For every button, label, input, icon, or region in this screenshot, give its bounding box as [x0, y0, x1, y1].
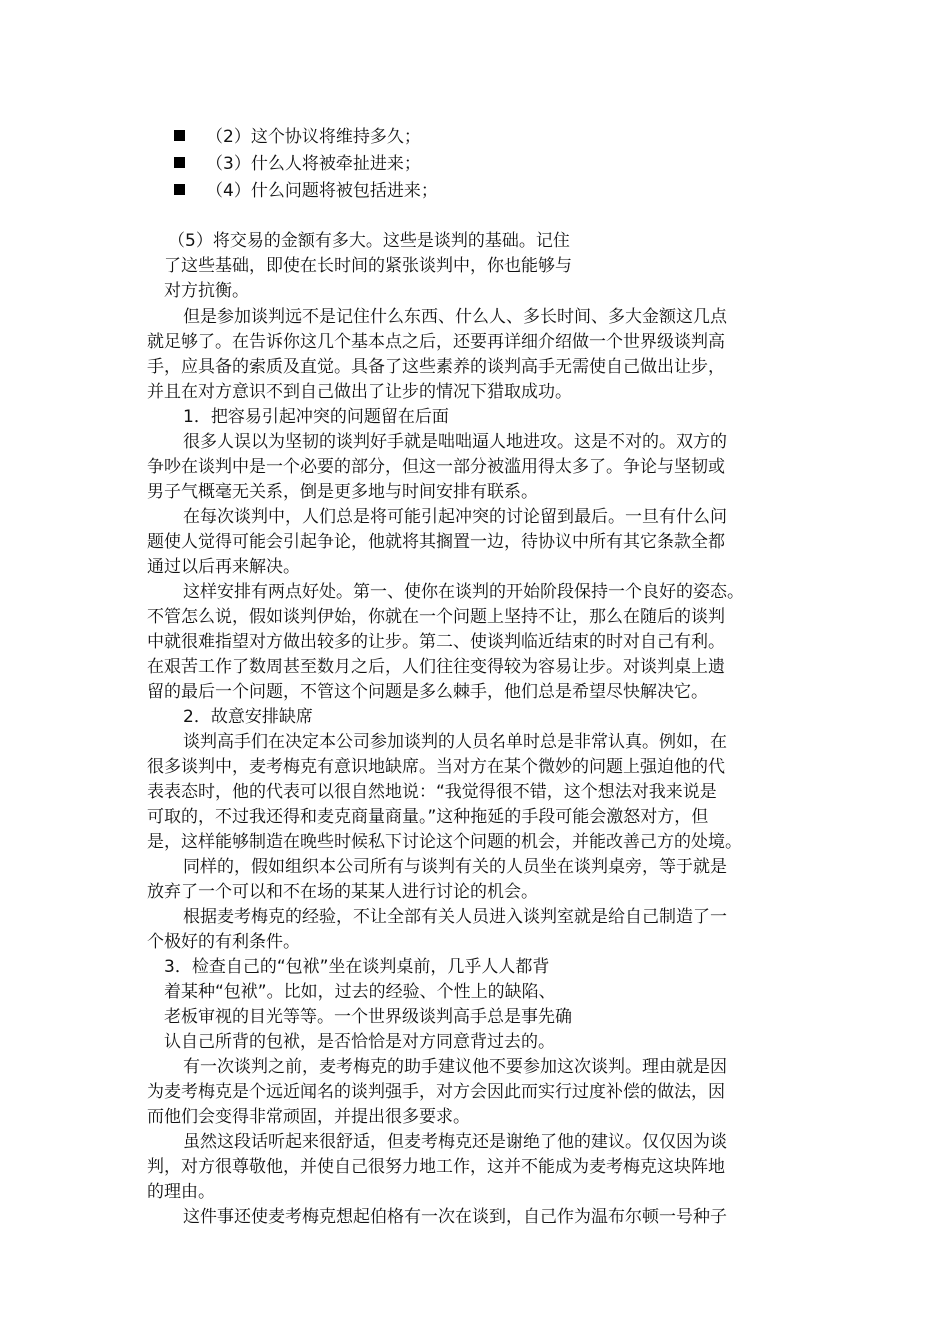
text-line: 题使人觉得可能会引起争论，他就将其搁置一边，待协议中所有其它条款全都 [147, 532, 725, 552]
text-line: 在艰苦工作了数周甚至数月之后，人们往往变得较为容易让步。对谈判桌上遗 [147, 657, 725, 677]
text-line: 认自己所背的包袱，是否恰恰是对方同意背过去的。 [164, 1032, 555, 1052]
text-line: 对方抗衡。 [164, 281, 249, 301]
square-bullet-icon [174, 157, 185, 168]
text-line: 争吵在谈判中是一个必要的部分，但这一部分被滥用得太多了。争论与坚韧或 [147, 457, 725, 477]
text-line: 判，对方很尊敬他，并使自己很努力地工作，这并不能成为麦考梅克这块阵地 [147, 1157, 725, 1177]
square-bullet-icon [174, 130, 185, 141]
text-line: 很多人误以为坚韧的谈判好手就是咄咄逼人地进攻。这是不对的。双方的 [183, 432, 727, 452]
list-item: （3）什么人将被牵扯进来； [174, 151, 438, 178]
text-line: （5）将交易的金额有多大。这些是谈判的基础。记住 [168, 231, 570, 251]
text-line: 了这些基础，即使在长时间的紧张谈判中，你也能够与 [164, 256, 572, 276]
text-line: 放弃了一个可以和不在场的某某人进行讨论的机会。 [147, 882, 538, 902]
text-line: 这样安排有两点好处。第一、使你在谈判的开始阶段保持一个良好的姿态。 [183, 582, 744, 602]
text-line: 虽然这段话听起来很舒适，但麦考梅克还是谢绝了他的建议。仅仅因为谈 [183, 1132, 727, 1152]
section-heading: 3．检查自己的“包袱”坐在谈判桌前，几乎人人都背 [164, 957, 550, 977]
text-line: 有一次谈判之前，麦考梅克的助手建议他不要参加这次谈判。理由就是因 [183, 1057, 727, 1077]
text-line: 这件事还使麦考梅克想起伯格有一次在谈到，自己作为温布尔顿一号种子 [183, 1207, 727, 1227]
section-heading: 1．把容易引起冲突的问题留在后面 [183, 407, 449, 427]
text-line: 很多谈判中，麦考梅克有意识地缺席。当对方在某个微妙的问题上强迫他的代 [147, 757, 725, 777]
text-line: 在每次谈判中，人们总是将可能引起冲突的讨论留到最后。一旦有什么问 [183, 507, 727, 527]
text-line: 男子气概毫无关系，倒是更多地与时间安排有联系。 [147, 482, 538, 502]
text-line: 可取的，不过我还得和麦克商量商量。”这种拖延的手段可能会激怒对方，但 [147, 807, 709, 827]
section-heading: 2．故意安排缺席 [183, 707, 313, 727]
list-item: （4）什么问题将被包括进来； [174, 178, 438, 205]
text-line: 根据麦考梅克的经验，不让全部有关人员进入谈判室就是给自己制造了一 [183, 907, 727, 927]
text-line: 留的最后一个问题，不管这个问题是多么棘手，他们总是希望尽快解决它。 [147, 682, 708, 702]
text-line: 谈判高手们在决定本公司参加谈判的人员名单时总是非常认真。例如，在 [183, 732, 727, 752]
text-line: 但是参加谈判远不是记住什么东西、什么人、多长时间、多大金额这几点 [183, 307, 727, 327]
text-line: 并且在对方意识不到自己做出了让步的情况下猎取成功。 [147, 382, 572, 402]
text-line: 而他们会变得非常顽固，并提出很多要求。 [147, 1107, 470, 1127]
text-line: 通过以后再来解决。 [147, 557, 300, 577]
bullet-list [174, 124, 438, 205]
text-line: 同样的，假如组织本公司所有与谈判有关的人员坐在谈判桌旁，等于就是 [183, 857, 727, 877]
text-line: 手，应具备的索质及直觉。具备了这些素养的谈判高手无需使自己做出让步， [147, 357, 725, 377]
text-line: 就足够了。在告诉你这几个基本点之后，还要再详细介绍做一个世界级谈判高 [147, 332, 725, 352]
text-line: 是，这样能够制造在晚些时候私下讨论这个问题的机会，并能改善己方的处境。 [147, 832, 742, 852]
text-line: 表表态时，他的代表可以很自然地说：“我觉得很不错，这个想法对我来说是 [147, 782, 717, 802]
text-line: 着某种“包袱”。比如，过去的经验、个性上的缺陷、 [164, 982, 556, 1002]
text-line: 老板审视的目光等等。一个世界级谈判高手总是事先确 [164, 1007, 572, 1027]
text-line: 中就很难指望对方做出较多的让步。第二、使谈判临近结束的时对自己有利。 [147, 632, 725, 652]
square-bullet-icon [174, 184, 185, 195]
text-line: 不管怎么说，假如谈判伊始，你就在一个问题上坚持不让，那么在随后的谈判 [147, 607, 725, 627]
text-line: 为麦考梅克是个远近闻名的谈判强手，对方会因此而实行过度补偿的做法，因 [147, 1082, 725, 1102]
list-item: （2）这个协议将维持多久； [174, 124, 438, 151]
text-line: 个极好的有利条件。 [147, 932, 300, 952]
text-line: 的理由。 [147, 1182, 215, 1202]
